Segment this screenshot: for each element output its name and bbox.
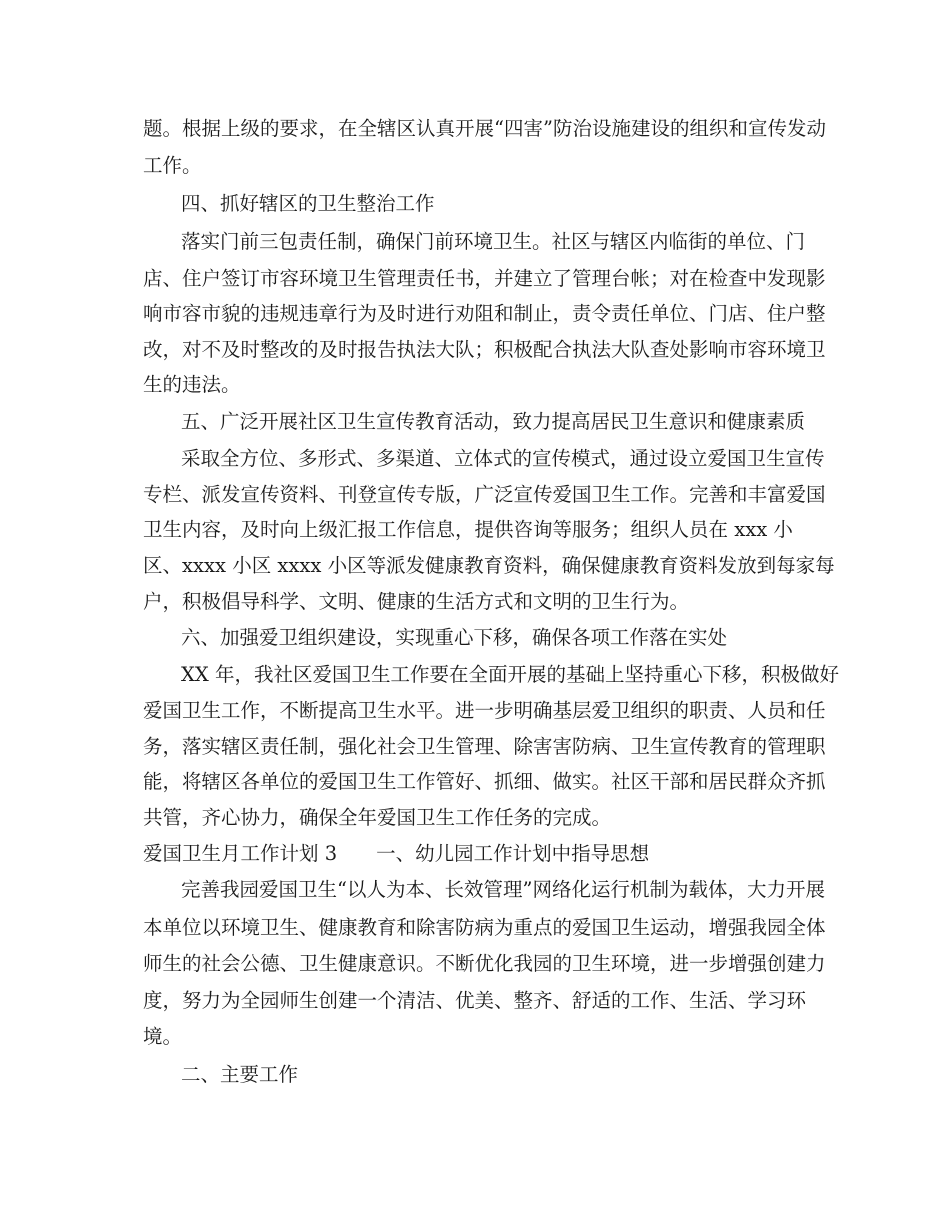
- paragraph-line: 店、住户签订市容环境卫生管理责任书，并建立了管理台帐；对在检查中发现影: [143, 267, 826, 290]
- section-heading-5: 五、广泛开展社区卫生宣传教育活动，致力提高居民卫生意识和健康素质: [181, 410, 806, 433]
- plan-title-line: 爱国卫生月工作计划 3 一、幼儿园工作计划中指导思想: [143, 842, 650, 865]
- paragraph-line: 爱国卫生工作，不断提高卫生水平。进一步明确基层爱卫组织的职责、人员和任: [143, 699, 826, 722]
- paragraph-line: 师生的社会公德、卫生健康意识。不断优化我园的卫生环境，进一步增强创建力: [143, 952, 826, 975]
- paragraph-line: 落实门前三包责任制，确保门前环境卫生。社区与辖区内临街的单位、门: [181, 230, 806, 253]
- paragraph-line: 改，对不及时整改的及时报告执法大队；积极配合执法大队查处影响市容环境卫: [143, 338, 826, 361]
- paragraph-line: 完善我园爱国卫生“以人为本、长效管理”网络化运行机制为载体，大力开展: [181, 878, 825, 901]
- paragraph-line: 响市容市貌的违规违章行为及时进行劝阻和制止，责令责任单位、门店、住户整: [143, 302, 826, 325]
- paragraph-line: 户，积极倡导科学、文明、健康的生活方式和文明的卫生行为。: [143, 590, 690, 613]
- section-heading-4: 四、抓好辖区的卫生整治工作: [181, 192, 435, 215]
- paragraph-line: 共管，齐心协力，确保全年爱国卫生工作任务的完成。: [143, 806, 612, 829]
- paragraph-line: 生的违法。: [143, 373, 241, 396]
- paragraph-line: 能，将辖区各单位的爱国卫生工作管好、抓细、做实。社区干部和居民群众齐抓: [143, 770, 826, 793]
- paragraph-line: 工作。: [143, 154, 202, 177]
- paragraph-line: 本单位以环境卫生、健康教育和除害防病为重点的爱国卫生运动，增强我园全体: [143, 916, 826, 939]
- paragraph-line: 区、xxxx 小区 xxxx 小区等派发健康教育资料，确保健康教育资料发放到每家每: [143, 554, 835, 577]
- section-heading-6: 六、加强爱卫组织建设，实现重心下移，确保各项工作落在实处: [181, 626, 728, 649]
- paragraph-line: 务，落实辖区责任制，强化社会卫生管理、除害害防病、卫生宣传教育的管理职: [143, 735, 826, 758]
- section-heading-main-work: 二、主要工作: [181, 1063, 299, 1086]
- paragraph-line: 境。: [143, 1025, 183, 1048]
- paragraph-line: 专栏、派发宣传资料、刊登宣传专版，广泛宣传爱国卫生工作。完善和丰富爱国: [143, 483, 826, 506]
- paragraph-line: 卫生内容，及时向上级汇报工作信息，提供咨询等服务；组织人员在 xxx 小: [143, 518, 793, 541]
- paragraph-line: XX 年，我社区爱国卫生工作要在全面开展的基础上坚持重心下移，积极做好: [181, 663, 839, 686]
- paragraph-line: 采取全方位、多形式、多渠道、立体式的宣传模式，通过设立爱国卫生宣传: [181, 447, 825, 470]
- paragraph-line: 度，努力为全园师生创建一个清洁、优美、整齐、舒适的工作、生活、学习环: [143, 989, 807, 1012]
- paragraph-line: 题。根据上级的要求，在全辖区认真开展“四害”防治设施建设的组织和宣传发动: [143, 117, 826, 140]
